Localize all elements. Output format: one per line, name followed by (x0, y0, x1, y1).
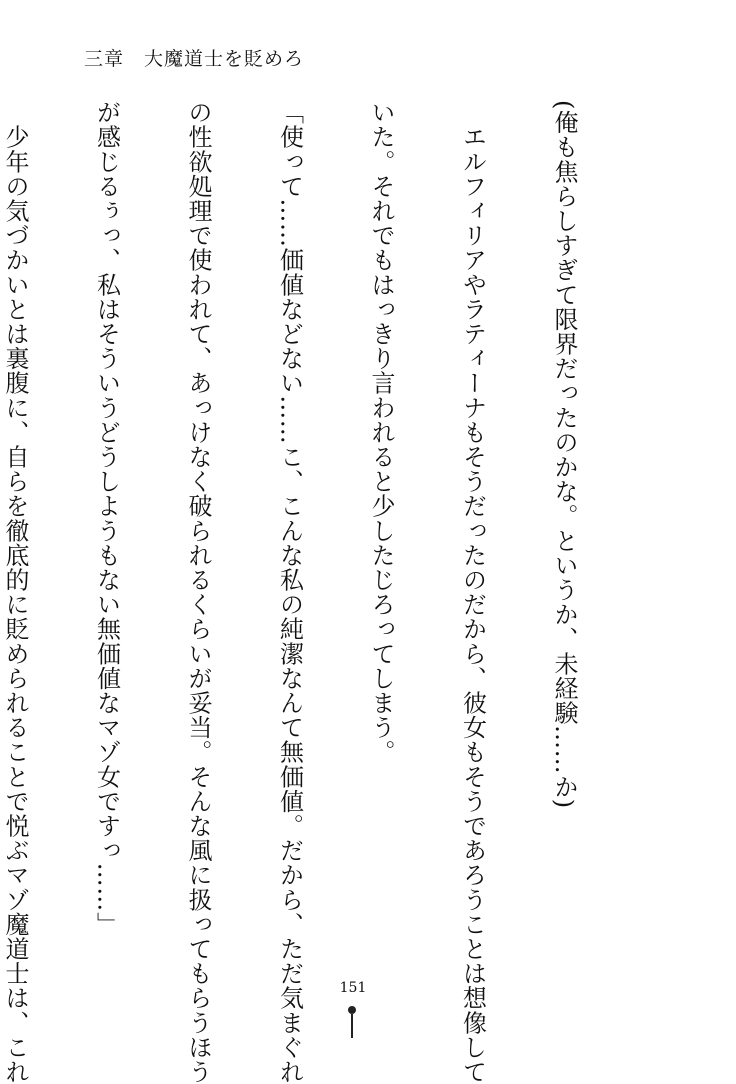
text-column: いた。それでもはっきり言われると少したじろってしまう。 (367, 100, 395, 765)
text-column: の性欲処理で使われて、あっけなく破られるくらいが妥当。そんな風に扱ってもらうほう (184, 100, 212, 1084)
text-column: (俺も焦らしすぎて限界だったのかな。というか、未経験……か) (550, 100, 578, 809)
text-column: エルフィリアやラティーナもそうだったのだから、彼女もそうであろうことは想像して (458, 100, 487, 1084)
chapter-header: 三章 大魔道士を貶めろ (84, 48, 305, 70)
marker-line (351, 1014, 353, 1038)
page-number: 151 (339, 980, 367, 996)
marker-dot (348, 1006, 356, 1014)
text-column: 「使って……価値などない……こ、こんな私の純潔なんて無価値。だから、ただ気まぐれ (275, 100, 304, 1084)
text-column: が感じるぅっ、私はそういうどうしようもない無価値なマゾ女ですっ……」 (92, 100, 121, 937)
text-column: 少年の気づかいとは裏腹に、自らを徹底的に貶められることで悦ぶマゾ魔道士は、これ (1, 100, 29, 1084)
page-marker-icon (348, 998, 356, 1038)
